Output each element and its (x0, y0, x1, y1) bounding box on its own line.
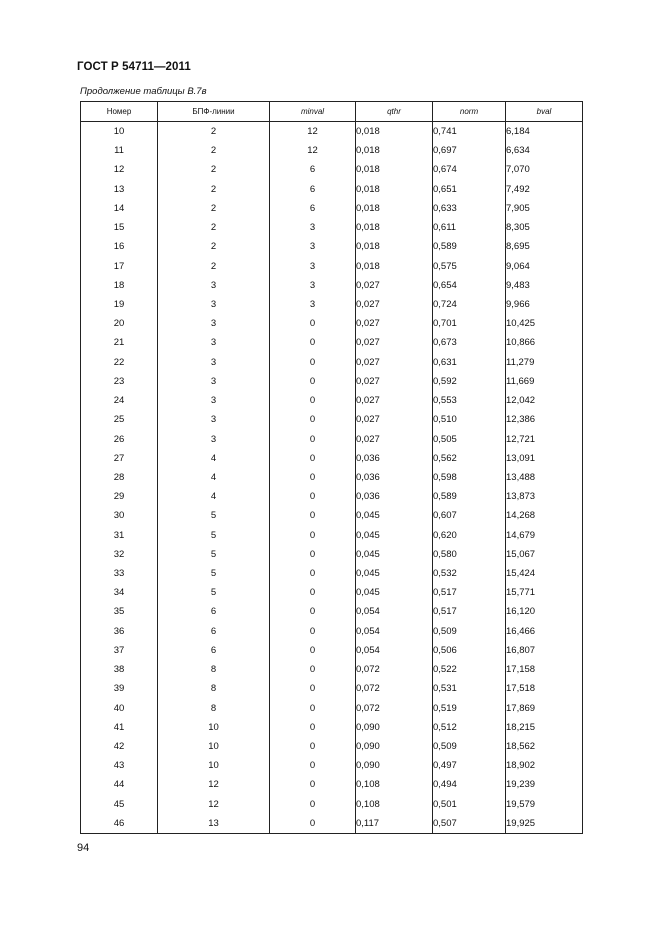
cell-number: 24 (81, 391, 158, 410)
cell-number: 26 (81, 430, 158, 449)
cell-norm: 0,575 (433, 257, 506, 276)
cell-fft-lines: 2 (158, 199, 270, 218)
cell-bval: 16,807 (506, 641, 583, 660)
table-row (81, 180, 583, 199)
table-header-row (81, 102, 583, 122)
table-row (81, 756, 583, 775)
table-row (81, 160, 583, 179)
cell-minval: 0 (270, 660, 356, 679)
table-row (81, 679, 583, 698)
cell-fft-lines: 6 (158, 641, 270, 660)
table-row (81, 641, 583, 660)
cell-number: 12 (81, 160, 158, 179)
cell-bval: 16,120 (506, 602, 583, 621)
cell-qthr: 0,018 (356, 160, 433, 179)
cell-norm: 0,654 (433, 276, 506, 295)
table-row (81, 699, 583, 718)
cell-norm: 0,633 (433, 199, 506, 218)
cell-number: 17 (81, 257, 158, 276)
cell-bval: 10,866 (506, 333, 583, 352)
cell-norm: 0,494 (433, 775, 506, 794)
cell-qthr: 0,045 (356, 583, 433, 602)
table-row (81, 583, 583, 602)
cell-fft-lines: 3 (158, 410, 270, 429)
cell-bval: 9,064 (506, 257, 583, 276)
cell-fft-lines: 6 (158, 622, 270, 641)
column-header-fft-lines: БПФ-линии (158, 102, 270, 122)
cell-norm: 0,620 (433, 526, 506, 545)
cell-fft-lines: 12 (158, 795, 270, 814)
cell-minval: 0 (270, 391, 356, 410)
cell-fft-lines: 2 (158, 122, 270, 142)
cell-minval: 0 (270, 410, 356, 429)
table-row (81, 295, 583, 314)
cell-norm: 0,724 (433, 295, 506, 314)
table-row (81, 237, 583, 256)
cell-qthr: 0,027 (356, 391, 433, 410)
cell-number: 43 (81, 756, 158, 775)
cell-fft-lines: 5 (158, 506, 270, 525)
cell-fft-lines: 3 (158, 391, 270, 410)
cell-minval: 0 (270, 775, 356, 794)
cell-fft-lines: 3 (158, 295, 270, 314)
cell-qthr: 0,072 (356, 660, 433, 679)
cell-minval: 0 (270, 679, 356, 698)
cell-bval: 7,070 (506, 160, 583, 179)
cell-bval: 11,279 (506, 353, 583, 372)
cell-number: 10 (81, 122, 158, 142)
cell-qthr: 0,117 (356, 814, 433, 834)
cell-bval: 9,483 (506, 276, 583, 295)
cell-minval: 3 (270, 218, 356, 237)
cell-number: 33 (81, 564, 158, 583)
cell-minval: 0 (270, 795, 356, 814)
cell-bval: 10,425 (506, 314, 583, 333)
cell-number: 21 (81, 333, 158, 352)
table-row (81, 468, 583, 487)
column-header-minval: minval (270, 102, 356, 122)
cell-fft-lines: 10 (158, 737, 270, 756)
cell-norm: 0,562 (433, 449, 506, 468)
cell-number: 14 (81, 199, 158, 218)
table-body (81, 122, 583, 834)
cell-norm: 0,501 (433, 795, 506, 814)
cell-fft-lines: 5 (158, 583, 270, 602)
cell-number: 39 (81, 679, 158, 698)
cell-bval: 9,966 (506, 295, 583, 314)
cell-fft-lines: 3 (158, 333, 270, 352)
table-row (81, 353, 583, 372)
cell-fft-lines: 2 (158, 180, 270, 199)
column-header-norm: norm (433, 102, 506, 122)
cell-fft-lines: 6 (158, 602, 270, 621)
table-row (81, 257, 583, 276)
cell-bval: 14,268 (506, 506, 583, 525)
cell-norm: 0,509 (433, 737, 506, 756)
cell-norm: 0,580 (433, 545, 506, 564)
cell-qthr: 0,108 (356, 795, 433, 814)
table-row (81, 372, 583, 391)
cell-number: 46 (81, 814, 158, 834)
cell-norm: 0,509 (433, 622, 506, 641)
cell-bval: 12,042 (506, 391, 583, 410)
cell-minval: 12 (270, 141, 356, 160)
cell-bval: 8,305 (506, 218, 583, 237)
table-row (81, 775, 583, 794)
cell-norm: 0,512 (433, 718, 506, 737)
cell-norm: 0,506 (433, 641, 506, 660)
table-row (81, 141, 583, 160)
cell-minval: 0 (270, 641, 356, 660)
page-number: 94 (77, 842, 90, 854)
cell-fft-lines: 8 (158, 660, 270, 679)
cell-qthr: 0,027 (356, 333, 433, 352)
cell-norm: 0,589 (433, 237, 506, 256)
cell-bval: 18,902 (506, 756, 583, 775)
cell-number: 34 (81, 583, 158, 602)
cell-bval: 15,771 (506, 583, 583, 602)
cell-minval: 3 (270, 237, 356, 256)
cell-qthr: 0,027 (356, 276, 433, 295)
table-row (81, 545, 583, 564)
cell-qthr: 0,036 (356, 487, 433, 506)
table-row (81, 814, 583, 834)
cell-number: 13 (81, 180, 158, 199)
cell-fft-lines: 2 (158, 141, 270, 160)
cell-fft-lines: 2 (158, 257, 270, 276)
cell-minval: 12 (270, 122, 356, 142)
cell-bval: 12,386 (506, 410, 583, 429)
cell-number: 37 (81, 641, 158, 660)
cell-norm: 0,697 (433, 141, 506, 160)
cell-qthr: 0,027 (356, 372, 433, 391)
table-row (81, 410, 583, 429)
table-row (81, 430, 583, 449)
cell-fft-lines: 8 (158, 699, 270, 718)
table-row (81, 602, 583, 621)
cell-fft-lines: 3 (158, 430, 270, 449)
cell-qthr: 0,027 (356, 430, 433, 449)
cell-fft-lines: 4 (158, 449, 270, 468)
table-row (81, 487, 583, 506)
cell-minval: 3 (270, 276, 356, 295)
table-row (81, 564, 583, 583)
cell-qthr: 0,036 (356, 449, 433, 468)
cell-number: 45 (81, 795, 158, 814)
cell-qthr: 0,018 (356, 180, 433, 199)
data-table (80, 101, 583, 834)
cell-minval: 0 (270, 468, 356, 487)
cell-fft-lines: 2 (158, 160, 270, 179)
cell-minval: 0 (270, 602, 356, 621)
cell-fft-lines: 2 (158, 237, 270, 256)
cell-fft-lines: 5 (158, 545, 270, 564)
cell-norm: 0,497 (433, 756, 506, 775)
cell-qthr: 0,018 (356, 199, 433, 218)
cell-number: 32 (81, 545, 158, 564)
cell-minval: 0 (270, 372, 356, 391)
cell-fft-lines: 10 (158, 756, 270, 775)
table-row (81, 737, 583, 756)
cell-number: 27 (81, 449, 158, 468)
cell-minval: 6 (270, 199, 356, 218)
cell-bval: 13,091 (506, 449, 583, 468)
cell-fft-lines: 12 (158, 775, 270, 794)
cell-minval: 0 (270, 314, 356, 333)
cell-minval: 0 (270, 506, 356, 525)
table-row (81, 506, 583, 525)
cell-norm: 0,532 (433, 564, 506, 583)
table-row (81, 526, 583, 545)
cell-qthr: 0,027 (356, 295, 433, 314)
cell-norm: 0,598 (433, 468, 506, 487)
cell-minval: 0 (270, 564, 356, 583)
cell-qthr: 0,018 (356, 122, 433, 142)
column-header-qthr: qthr (356, 102, 433, 122)
cell-fft-lines: 3 (158, 372, 270, 391)
cell-bval: 6,634 (506, 141, 583, 160)
cell-bval: 13,873 (506, 487, 583, 506)
cell-bval: 16,466 (506, 622, 583, 641)
cell-number: 22 (81, 353, 158, 372)
cell-norm: 0,741 (433, 122, 506, 142)
cell-qthr: 0,072 (356, 699, 433, 718)
cell-minval: 0 (270, 487, 356, 506)
column-header-bval: bval (506, 102, 583, 122)
cell-bval: 7,905 (506, 199, 583, 218)
cell-qthr: 0,018 (356, 141, 433, 160)
table-row (81, 391, 583, 410)
cell-norm: 0,517 (433, 583, 506, 602)
cell-fft-lines: 5 (158, 564, 270, 583)
cell-minval: 0 (270, 545, 356, 564)
cell-number: 18 (81, 276, 158, 295)
cell-norm: 0,505 (433, 430, 506, 449)
cell-number: 29 (81, 487, 158, 506)
cell-minval: 0 (270, 622, 356, 641)
cell-minval: 0 (270, 756, 356, 775)
cell-minval: 0 (270, 814, 356, 834)
cell-qthr: 0,018 (356, 237, 433, 256)
cell-minval: 0 (270, 718, 356, 737)
cell-qthr: 0,018 (356, 257, 433, 276)
cell-fft-lines: 5 (158, 526, 270, 545)
cell-norm: 0,611 (433, 218, 506, 237)
cell-number: 31 (81, 526, 158, 545)
cell-bval: 13,488 (506, 468, 583, 487)
cell-fft-lines: 4 (158, 468, 270, 487)
cell-norm: 0,701 (433, 314, 506, 333)
cell-qthr: 0,045 (356, 526, 433, 545)
cell-norm: 0,589 (433, 487, 506, 506)
cell-bval: 17,869 (506, 699, 583, 718)
cell-number: 44 (81, 775, 158, 794)
cell-fft-lines: 3 (158, 314, 270, 333)
cell-bval: 8,695 (506, 237, 583, 256)
cell-fft-lines: 2 (158, 218, 270, 237)
cell-fft-lines: 8 (158, 679, 270, 698)
cell-number: 23 (81, 372, 158, 391)
cell-minval: 3 (270, 295, 356, 314)
cell-norm: 0,651 (433, 180, 506, 199)
table-row (81, 718, 583, 737)
cell-minval: 0 (270, 333, 356, 352)
cell-bval: 15,067 (506, 545, 583, 564)
table-row (81, 199, 583, 218)
cell-norm: 0,522 (433, 660, 506, 679)
cell-qthr: 0,018 (356, 218, 433, 237)
cell-number: 15 (81, 218, 158, 237)
cell-bval: 7,492 (506, 180, 583, 199)
cell-qthr: 0,072 (356, 679, 433, 698)
cell-norm: 0,674 (433, 160, 506, 179)
cell-bval: 12,721 (506, 430, 583, 449)
cell-number: 28 (81, 468, 158, 487)
cell-qthr: 0,108 (356, 775, 433, 794)
cell-qthr: 0,090 (356, 756, 433, 775)
cell-qthr: 0,045 (356, 564, 433, 583)
table-row (81, 314, 583, 333)
cell-norm: 0,517 (433, 602, 506, 621)
cell-bval: 15,424 (506, 564, 583, 583)
cell-bval: 18,215 (506, 718, 583, 737)
cell-norm: 0,519 (433, 699, 506, 718)
cell-qthr: 0,045 (356, 506, 433, 525)
cell-number: 20 (81, 314, 158, 333)
cell-norm: 0,592 (433, 372, 506, 391)
cell-number: 41 (81, 718, 158, 737)
cell-norm: 0,531 (433, 679, 506, 698)
cell-fft-lines: 13 (158, 814, 270, 834)
cell-fft-lines: 3 (158, 353, 270, 372)
cell-qthr: 0,027 (356, 314, 433, 333)
cell-number: 35 (81, 602, 158, 621)
cell-bval: 19,925 (506, 814, 583, 834)
cell-qthr: 0,027 (356, 353, 433, 372)
document-code: ГОСТ Р 54711—2011 (77, 61, 191, 73)
cell-bval: 11,669 (506, 372, 583, 391)
cell-bval: 6,184 (506, 122, 583, 142)
cell-number: 38 (81, 660, 158, 679)
column-header-number: Номер (81, 102, 158, 122)
table-row (81, 449, 583, 468)
cell-minval: 0 (270, 526, 356, 545)
cell-minval: 0 (270, 353, 356, 372)
cell-bval: 17,158 (506, 660, 583, 679)
cell-minval: 0 (270, 737, 356, 756)
cell-qthr: 0,054 (356, 641, 433, 660)
table-row (81, 218, 583, 237)
cell-norm: 0,510 (433, 410, 506, 429)
table-row (81, 122, 583, 142)
cell-norm: 0,607 (433, 506, 506, 525)
cell-minval: 0 (270, 583, 356, 602)
table-row (81, 333, 583, 352)
cell-minval: 6 (270, 160, 356, 179)
table-row (81, 276, 583, 295)
cell-minval: 0 (270, 430, 356, 449)
cell-qthr: 0,054 (356, 622, 433, 641)
cell-fft-lines: 3 (158, 276, 270, 295)
cell-bval: 19,239 (506, 775, 583, 794)
cell-qthr: 0,090 (356, 718, 433, 737)
cell-number: 36 (81, 622, 158, 641)
table-row (81, 795, 583, 814)
cell-number: 30 (81, 506, 158, 525)
cell-number: 11 (81, 141, 158, 160)
cell-norm: 0,507 (433, 814, 506, 834)
cell-bval: 17,518 (506, 679, 583, 698)
cell-qthr: 0,090 (356, 737, 433, 756)
cell-qthr: 0,036 (356, 468, 433, 487)
cell-norm: 0,553 (433, 391, 506, 410)
cell-qthr: 0,027 (356, 410, 433, 429)
cell-bval: 19,579 (506, 795, 583, 814)
cell-minval: 6 (270, 180, 356, 199)
cell-bval: 14,679 (506, 526, 583, 545)
cell-number: 16 (81, 237, 158, 256)
table-row (81, 660, 583, 679)
cell-fft-lines: 4 (158, 487, 270, 506)
cell-number: 42 (81, 737, 158, 756)
cell-qthr: 0,054 (356, 602, 433, 621)
cell-fft-lines: 10 (158, 718, 270, 737)
cell-minval: 0 (270, 699, 356, 718)
cell-number: 25 (81, 410, 158, 429)
cell-number: 19 (81, 295, 158, 314)
cell-bval: 18,562 (506, 737, 583, 756)
table-caption: Продолжение таблицы В.7в (80, 86, 207, 97)
table-row (81, 622, 583, 641)
cell-minval: 0 (270, 449, 356, 468)
cell-number: 40 (81, 699, 158, 718)
cell-minval: 3 (270, 257, 356, 276)
cell-norm: 0,673 (433, 333, 506, 352)
cell-qthr: 0,045 (356, 545, 433, 564)
cell-norm: 0,631 (433, 353, 506, 372)
